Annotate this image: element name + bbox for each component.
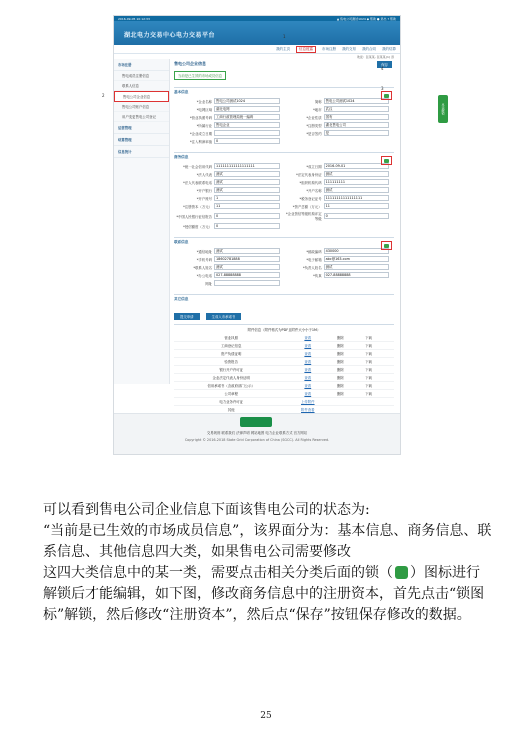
form-field: [174, 98, 280, 104]
sidebar-item[interactable]: 售电成员注册信息: [114, 71, 169, 81]
form-row: [174, 163, 394, 169]
form-field: [284, 122, 390, 128]
attachment-download-link[interactable]: 下载: [365, 392, 372, 396]
attachment-delete-link[interactable]: 删除: [336, 368, 344, 372]
field-input[interactable]: 0: [214, 213, 280, 219]
form-field: [284, 130, 390, 136]
field-label: *电网区域: [196, 107, 212, 112]
field-label: *所属行业: [196, 123, 212, 128]
field-label: *地市: [313, 107, 322, 112]
form-field: [174, 138, 280, 144]
attachment-name: 工商登记信息: [221, 344, 242, 348]
sidebar-section[interactable]: 结算管理: [114, 134, 169, 146]
field-input[interactable]: 111111111111111111: [214, 163, 280, 169]
field-label: *注册资本（万元）: [183, 204, 212, 209]
form-field: [174, 187, 280, 193]
lock-icon: [384, 94, 389, 98]
form-row: [174, 187, 394, 193]
sidebar-section[interactable]: 市场注册: [114, 59, 169, 71]
form-row: [174, 195, 394, 201]
attachment-delete-link[interactable]: 删除: [336, 336, 344, 340]
attachment-download-link[interactable]: 下载: [365, 384, 372, 388]
field-input[interactable]: 0: [214, 138, 280, 144]
form-row: [174, 98, 394, 104]
group-title: 联系信息: [174, 240, 189, 244]
attachment-name: 信用承诺书（含政府部门公示）: [207, 384, 255, 388]
form-field: [284, 264, 390, 270]
attachment-download-link[interactable]: 下载: [365, 376, 372, 380]
attachment-view-link[interactable]: 上传附件: [301, 400, 315, 404]
attachment-delete-link[interactable]: 删除: [336, 376, 344, 380]
form-row: [174, 203, 394, 209]
attachment-delete-link[interactable]: 删除: [336, 344, 344, 348]
save-button[interactable]: 保存: [377, 61, 392, 68]
field-input[interactable]: [214, 130, 280, 136]
nav-item[interactable]: 市场注册: [322, 46, 336, 51]
field-input[interactable]: 测试: [324, 171, 390, 177]
field-label: 网址: [205, 281, 212, 286]
attachment-view-link[interactable]: 附件查看: [301, 408, 315, 412]
field-label: *统一社会信用代码: [183, 164, 212, 169]
page-number: 25: [260, 711, 272, 721]
attachment-delete-link[interactable]: 删除: [336, 360, 344, 364]
form-field: [174, 106, 280, 112]
topbar-right: ▲ 售电公司测试1024 ◆ 帮助 ● 退出 ? 帮助: [336, 16, 396, 21]
field-label: *企业资信等级机构评定等级: [285, 212, 322, 221]
table-row: [174, 350, 394, 358]
sidebar-item[interactable]: 售电公司账户信息: [114, 102, 169, 112]
field-input[interactable]: 是: [324, 130, 390, 136]
field-input[interactable]: 测试: [324, 264, 390, 270]
marker-2: 2: [102, 93, 105, 98]
sidebar: [114, 59, 170, 384]
action-buttons: [174, 313, 394, 320]
form-row: [174, 272, 394, 278]
field-input[interactable]: 18602781888: [214, 256, 280, 262]
form-field: [284, 106, 390, 112]
field-input[interactable]: 售电企业: [214, 122, 280, 128]
form-row: [174, 248, 394, 254]
field-input[interactable]: 测试: [214, 171, 280, 177]
field-label: *邮政编码: [306, 249, 322, 254]
attachment-delete-link[interactable]: 删除: [336, 384, 344, 388]
form-row: [174, 171, 394, 177]
table-row: [174, 374, 394, 382]
field-input[interactable]: 027-88888888: [324, 272, 390, 278]
form-field: [174, 195, 280, 201]
field-label: *开户银行: [196, 188, 212, 193]
attachment-view-link[interactable]: 查看: [304, 384, 312, 388]
attachment-view-link[interactable]: 查看: [304, 336, 312, 340]
field-input[interactable]: 国有: [324, 114, 390, 120]
attachment-download-link[interactable]: [358, 407, 380, 412]
screenshot: [113, 15, 401, 455]
field-label: *组织机构代码: [299, 180, 322, 185]
banner: [114, 21, 400, 45]
field-input[interactable]: abc@163.com: [324, 256, 390, 262]
field-label: *税务登记证号: [299, 196, 322, 201]
field-input[interactable]: 测试: [214, 179, 280, 185]
field-input[interactable]: 售电公司测试1024: [214, 98, 280, 104]
field-input[interactable]: 11111111111111111: [324, 195, 390, 201]
form-group: [174, 237, 394, 291]
field-label: *授信额度（万元）: [183, 224, 212, 229]
form-groups: [174, 87, 394, 308]
nav-item[interactable]: 我的合同: [362, 46, 376, 51]
form-row: [174, 122, 394, 128]
nav-item[interactable]: 信息披露: [296, 46, 316, 53]
footer-links: 交易规则 联系我们 法律声明 网站地图 电力企业联系方式 官方网站: [206, 431, 308, 435]
footer-copyright: Copyright © 2016-2018 State Grid Corporation of China (SGCC). All Rights Reserved.: [184, 438, 330, 442]
generate-pledge-button[interactable]: 生成入市承诺书: [206, 313, 242, 320]
form-field: [174, 122, 280, 128]
form-field: [174, 163, 280, 169]
form-field: [174, 272, 280, 278]
form-field: [174, 223, 280, 229]
user-info: 欢迎：张某某, 张某某(1) 退: [356, 55, 394, 59]
para-line-1: 可以看到售电公司企业信息下面该售电公司的状态为:: [43, 502, 370, 518]
attachment-download-link[interactable]: [358, 399, 380, 404]
table-row: [174, 358, 394, 366]
form-field: [174, 256, 280, 262]
side-lock-icon: 点击解锁: [438, 95, 448, 123]
field-label: *中国人民银行征信报告: [176, 214, 212, 219]
attachment-download-link[interactable]: 下载: [365, 360, 372, 364]
field-input[interactable]: 湖北售电公司: [324, 122, 390, 128]
field-label: *营业执照号码: [189, 115, 212, 120]
attachment-view-link[interactable]: 查看: [304, 368, 312, 372]
form-row: [174, 256, 394, 262]
field-label: 简称: [314, 99, 322, 104]
field-label: *通信地址: [196, 249, 212, 254]
attachment-delete-link[interactable]: 删除: [336, 352, 344, 356]
field-label: *成立日期: [306, 164, 322, 169]
attachment-view-link[interactable]: 查看: [304, 376, 312, 380]
attachment-name: 企业法定代表人身份证明: [212, 376, 250, 380]
table-row: [174, 342, 394, 350]
unlock-icon[interactable]: [381, 156, 392, 165]
group-title: 基本信息: [174, 90, 189, 94]
attachment-name: 电力业务许可证: [219, 400, 244, 404]
form-field: [174, 114, 280, 120]
field-input[interactable]: 1: [214, 195, 280, 201]
form-row: [174, 223, 394, 229]
form-field: [284, 171, 390, 177]
sidebar-item[interactable]: 联系人信息: [114, 81, 169, 91]
form-field: [284, 280, 390, 286]
field-input[interactable]: 027-88888888: [214, 272, 280, 278]
form-field: [174, 248, 280, 254]
attachment-delete-link[interactable]: [327, 399, 353, 404]
para-line-3b: ）图标进行解锁后才能编辑，如下图，修改商务信息中的注册资本，首先点击“锁图标”解锁，然后修改“注册资本”，然后点“保存”按钮保存修改的数据。: [43, 565, 485, 623]
field-label: *联系人姓名: [193, 265, 212, 270]
main-content: [174, 59, 394, 412]
form-row: [174, 114, 394, 120]
table-row: [174, 390, 394, 398]
top-nav: [114, 45, 400, 54]
form-field: [284, 114, 390, 120]
footer: [114, 413, 400, 454]
sidebar-item[interactable]: 售电公司企业信息: [114, 91, 169, 102]
attachment-view-link[interactable]: 查看: [304, 352, 312, 356]
form-field: [284, 163, 390, 169]
field-label: *法人代表联系电话: [183, 180, 212, 185]
form-row: [174, 211, 394, 221]
attachments-header: 附件信息（附件格式为PDF且附件大小小于1M）: [247, 328, 321, 332]
form-field: [284, 138, 390, 144]
page-title: 售电公司企业信息: [174, 61, 206, 66]
table-row: [174, 382, 394, 390]
form-field: [284, 223, 390, 229]
form-group: [174, 87, 394, 149]
group-title: 其它信息: [174, 297, 189, 301]
form-field: [284, 256, 390, 262]
attachment-name: 营业执照: [224, 336, 238, 340]
sidebar-item[interactable]: 用户变更售电公司登记: [114, 112, 169, 122]
field-input[interactable]: 11: [214, 203, 280, 209]
field-input[interactable]: 111111111: [324, 179, 390, 185]
field-input[interactable]: 0: [324, 213, 390, 219]
field-label: *办公电话: [196, 273, 212, 278]
field-label: *企业性质: [306, 115, 322, 120]
lock-icon: [384, 244, 389, 248]
form-row: [174, 179, 394, 185]
attachment-name: 公司章程: [224, 392, 238, 396]
attachment-view-link[interactable]: 查看: [304, 392, 312, 396]
form-row: [174, 264, 394, 270]
field-input[interactable]: 测试: [214, 264, 280, 270]
form-row: [174, 280, 394, 286]
field-input[interactable]: 2016-09-01: [324, 163, 390, 169]
form-field: [174, 203, 280, 209]
field-label: *资产总额（万元）: [292, 204, 322, 209]
field-input[interactable]: 测试: [214, 187, 280, 193]
attachment-download-link[interactable]: 下载: [365, 368, 372, 372]
field-label: *法人代表: [196, 172, 212, 177]
unlock-icon[interactable]: [381, 241, 392, 250]
field-input[interactable]: 测试: [214, 248, 280, 254]
field-label: *手机号码: [196, 257, 212, 262]
form-field: [174, 264, 280, 270]
form-field: [284, 98, 390, 104]
lock-icon: [384, 159, 389, 163]
table-row: [174, 366, 394, 374]
field-input[interactable]: 湖北电网: [214, 106, 280, 112]
table-row: [174, 398, 394, 406]
sidebar-section[interactable]: 运营管理: [114, 122, 169, 134]
field-input[interactable]: 11: [324, 203, 390, 209]
attachment-delete-link[interactable]: 删除: [336, 392, 344, 396]
attachment-name: 验资报告: [224, 360, 238, 364]
form-field: [284, 195, 390, 201]
field-label: *传真: [313, 273, 322, 278]
field-label: *是否签约: [306, 131, 322, 136]
form-row: [174, 130, 394, 136]
group-title: 商务信息: [174, 155, 189, 159]
form-group: [174, 294, 394, 308]
form-field: [174, 130, 280, 136]
attachment-view-link[interactable]: 查看: [304, 344, 312, 348]
form-field: [284, 248, 390, 254]
topbar-left: 2016-09-05 10:12:33: [118, 16, 150, 21]
form-group: [174, 152, 394, 234]
field-label: *开户名称: [306, 188, 322, 193]
unlock-icon[interactable]: [381, 91, 392, 100]
field-label: *法定代表身份证: [296, 172, 322, 177]
submit-button[interactable]: 提交申请: [174, 313, 200, 320]
field-label: *负责人姓名: [302, 265, 322, 270]
form-field: [174, 280, 280, 286]
form-row: [174, 106, 394, 112]
field-label: *企业成立日期: [189, 131, 212, 136]
form-field: [174, 171, 280, 177]
field-input[interactable]: 测试: [324, 187, 390, 193]
field-input[interactable]: 售电公司测试1024: [324, 98, 390, 104]
field-input[interactable]: 430000: [324, 248, 390, 254]
attachment-download-link[interactable]: 下载: [365, 336, 372, 340]
para-line-3a: 这四大类信息中的某一类，需要点击相关分类后面的锁（: [43, 565, 393, 581]
attachment-delete-link[interactable]: [327, 407, 353, 412]
marker-1: 1: [283, 34, 286, 39]
attachment-download-link[interactable]: 下载: [365, 344, 372, 348]
marker-4: 4: [381, 66, 384, 71]
field-label: *企业名称: [196, 99, 212, 104]
form-field: [284, 187, 390, 193]
grid-logo: [240, 417, 272, 427]
form-field: [174, 211, 280, 221]
field-input[interactable]: 武汉: [324, 106, 390, 112]
field-label: *注入利润率值: [189, 139, 212, 144]
table-row: [174, 334, 394, 342]
form-field: [284, 211, 390, 221]
form-field: [174, 179, 280, 185]
field-label: *注册类型: [306, 123, 322, 128]
nav-item[interactable]: 我的结算: [382, 46, 396, 51]
attachment-view-link[interactable]: 查看: [304, 360, 312, 364]
attachment-name: 资产负债证明: [221, 352, 242, 356]
marker-3: 3: [381, 86, 384, 91]
inline-lock-icon: [395, 566, 408, 579]
para-line-2: “当前是已生效的市场成员信息”，该界面分为：基本信息、商务信息、联系信息、其他信息四大类，如果售电公司需要修改: [43, 523, 492, 560]
field-input[interactable]: [214, 280, 280, 286]
nav-item[interactable]: 我的主页: [276, 46, 290, 51]
attachment-download-link[interactable]: 下载: [365, 352, 372, 356]
status-notice: 当前是已生效的市场成员信息: [174, 71, 226, 80]
attachment-name: 银行开户许可证: [219, 368, 244, 372]
attachments-table: [174, 324, 394, 414]
attachment-name: 其他: [227, 408, 235, 412]
form-row: [174, 138, 394, 144]
field-input[interactable]: 0: [214, 223, 280, 229]
nav-item[interactable]: 我的交易: [342, 46, 356, 51]
form-field: [284, 203, 390, 209]
explanation-paragraph: [43, 500, 493, 626]
form-field: [284, 272, 390, 278]
para-line-3: [43, 563, 493, 626]
field-label: *电子邮箱: [306, 257, 322, 262]
banner-title: 湖北电力交易中心电力交易平台: [124, 32, 216, 39]
field-label: *开户账号: [196, 196, 212, 201]
sidebar-section[interactable]: 信息统计: [114, 146, 169, 158]
form-field: [284, 179, 390, 185]
field-input[interactable]: 工商行政管理局统一编码: [214, 114, 280, 120]
